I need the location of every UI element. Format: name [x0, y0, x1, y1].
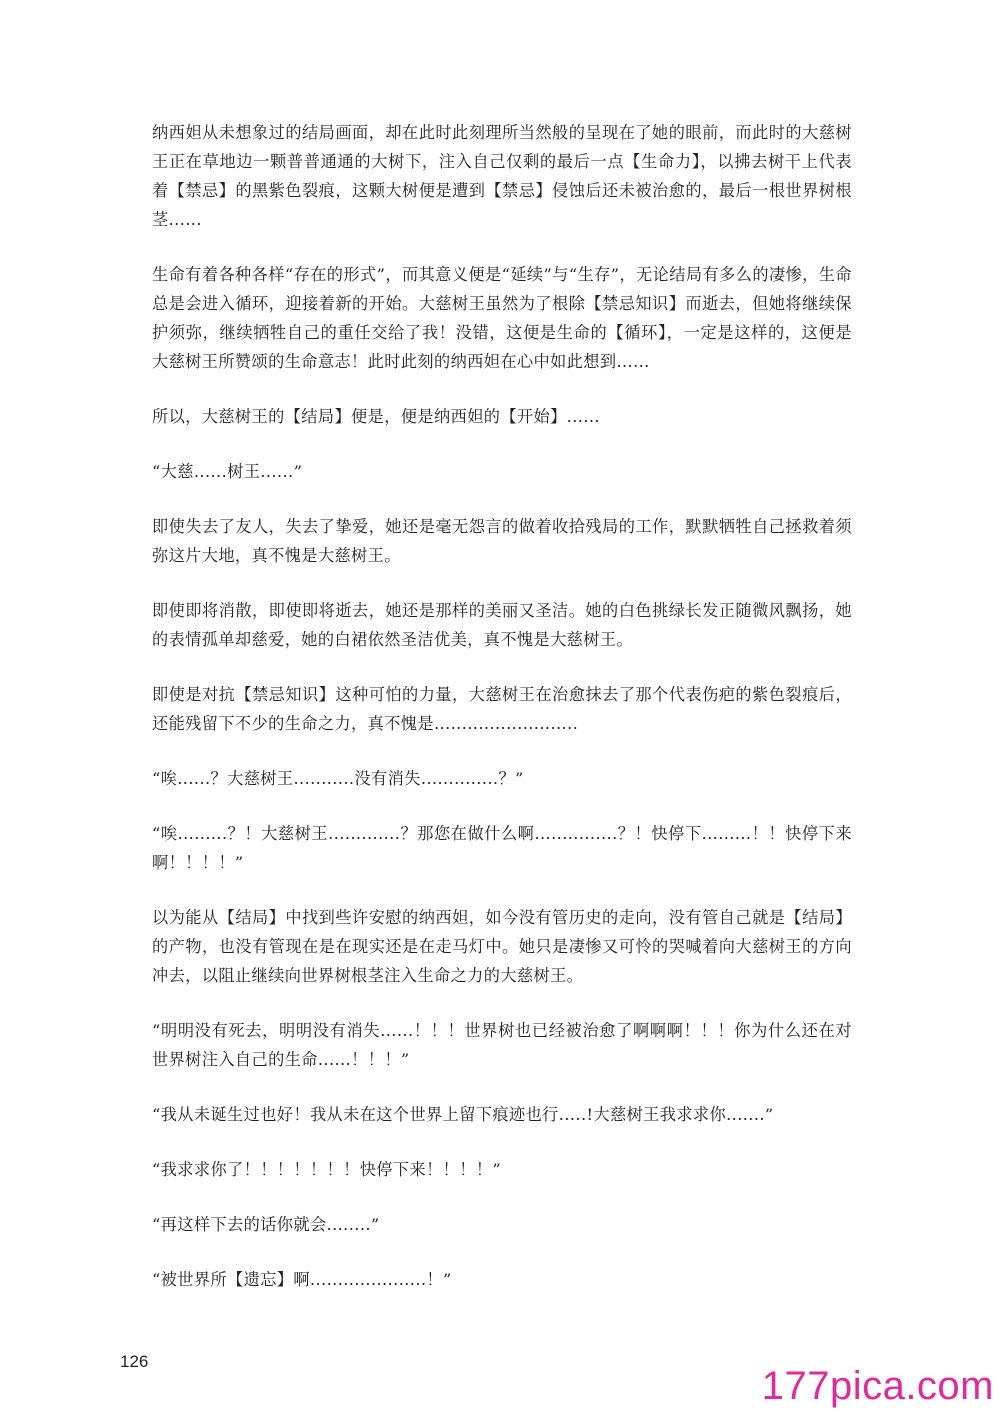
page-number: 126 [120, 1352, 149, 1371]
page-body [152, 118, 852, 1320]
paragraph: “唉......？大慈树王...........没有消失..............？” [152, 769, 524, 788]
paragraph: “我从未诞生过也好！我从未在这个世界上留下痕迹也行.....!大慈树王我求求你.......” [152, 1105, 774, 1124]
paragraph: “大慈......树王......” [152, 462, 303, 481]
paragraph: 生命有着各种各样“存在的形式”，而其意义便是“延续”与“生存”，无论结局有多么的凄惨，生命总是会进入循环，迎接着新的开始。大慈树王虽然为了根除【禁忌知识】而逝去，但她将继续保护须弥，继续牺牲自己的重任交给了我！没错，这便是生命的【循环】，一定是这样的，这便是大慈树王所赞颂的生命意志！此时此刻的纳西妲在心中如此想到...... [152, 265, 852, 371]
paragraph: “被世界所【遗忘】啊.....................！” [152, 1270, 452, 1289]
paragraph: 即使是对抗【禁忌知识】这种可怕的力量，大慈树王在治愈抹去了那个代表伤疤的紫色裂痕后，还能残留下不少的生命之力，真不愧是.......................... [152, 685, 852, 733]
paragraph: 以为能从【结局】中找到些许安慰的纳西妲，如今没有管历史的走向，没有管自己就是【结局】的产物，也没有管现在是在现实还是在走马灯中。她只是凄惨又可怜的哭喊着向大慈树王的方向冲去，以阻止继续向世界树根茎注入生命之力的大慈树王。 [152, 908, 852, 985]
paragraph: 所以，大慈树王的【结局】便是，便是纳西妲的【开始】...... [152, 407, 600, 426]
paragraph: “唉.........？！大慈树王.............？那您在做什么啊...............？！快停下.........！！快停下来啊！！！！” [152, 824, 852, 872]
watermark: 177pica.com [761, 1364, 994, 1408]
paragraph: 即使失去了友人，失去了挚爱，她还是毫无怨言的做着收拾残局的工作，默默牺牲自己拯救着须弥这片大地，真不愧是大慈树王。 [152, 517, 852, 565]
paragraph: “再这样下去的话你就会........” [152, 1215, 380, 1234]
paragraph: 纳西妲从未想象过的结局画面，却在此时此刻理所当然般的呈现在了她的眼前，而此时的大慈树王正在草地边一颗普普通通的大树下，注入自己仅剩的最后一点【生命力】，以拂去树干上代表着【禁忌】的黑紫色裂痕，这颗大树便是遭到【禁忌】侵蚀后还未被治愈的，最后一根世界树根茎...... [152, 123, 852, 229]
paragraph: “我求求你了！！！！！！！快停下来！！！！” [152, 1160, 502, 1179]
paragraph: 即使即将消散，即使即将逝去，她还是那样的美丽又圣洁。她的白色挑绿长发正随微风飘扬，她的表情孤单却慈爱，她的白裙依然圣洁优美，真不愧是大慈树王。 [152, 601, 852, 649]
paragraph: “明明没有死去，明明没有消失......！！！世界树也已经被治愈了啊啊啊！！！你为什么还在对世界树注入自己的生命......！！！” [152, 1021, 852, 1069]
